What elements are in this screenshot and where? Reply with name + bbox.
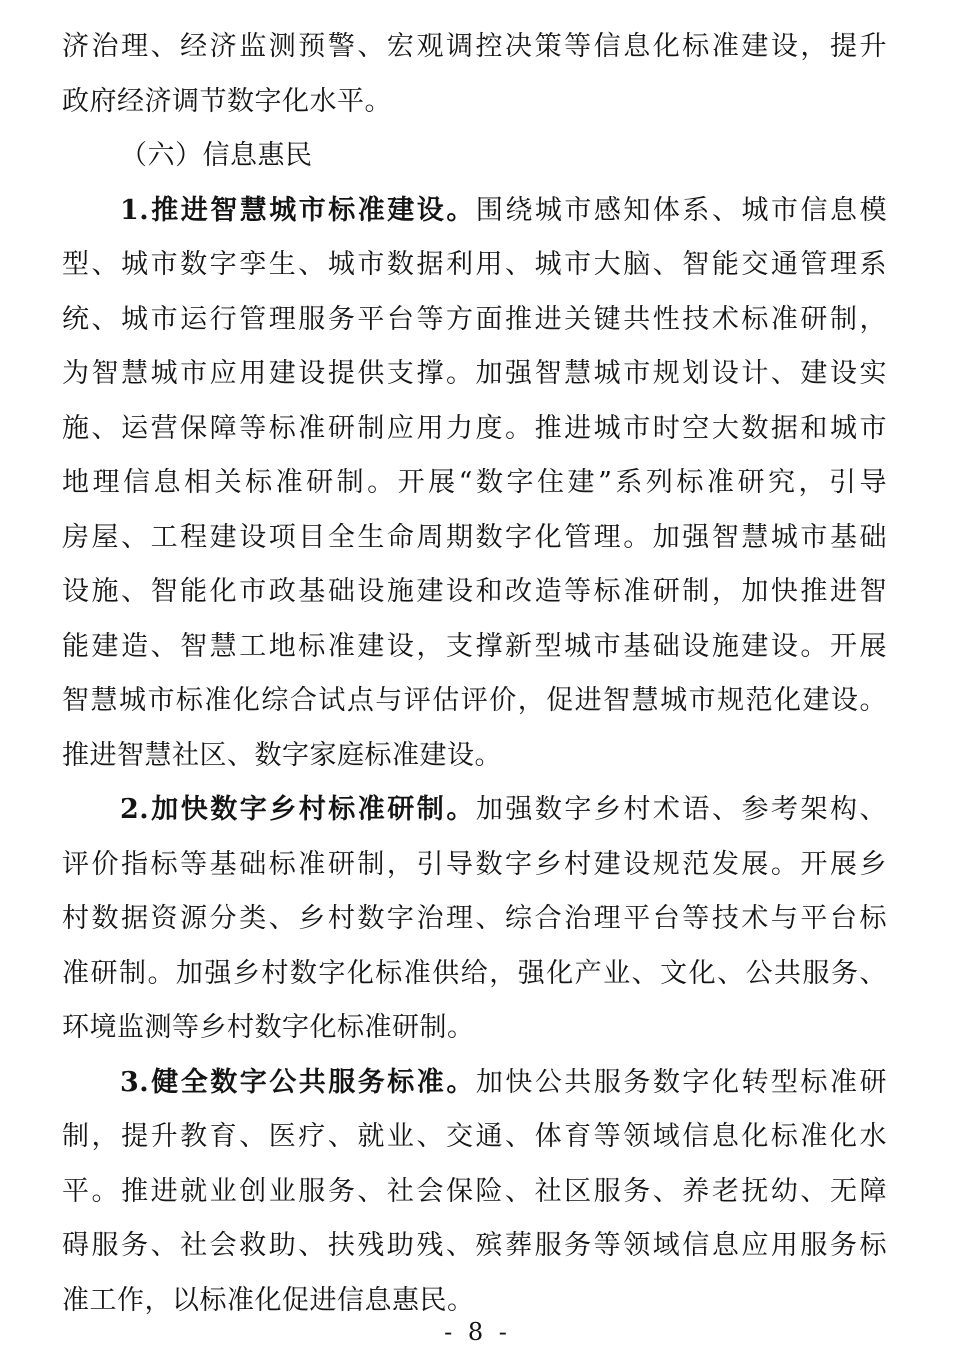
text-line: 政府经济调节数字化水平。 — [62, 85, 392, 117]
text-line: 地理信息相关标准研制。开展“数字住建”系列标准研究，引导 — [62, 467, 887, 498]
text-span: 围绕城市感知体系、城市信息模 — [475, 194, 888, 226]
text-line: 为智慧城市应用建设提供支撑。加强智慧城市规划设计、建设实 — [62, 358, 887, 389]
text-line: 施、运营保障等标准研制应用力度。推进城市时空大数据和城市 — [62, 412, 887, 444]
text-line: 平。推进就业创业服务、社会保险、社区服务、养老抚幼、无障 — [62, 1175, 887, 1207]
text-line: 准工作，以标准化促进信息惠民。 — [62, 1284, 475, 1316]
text-line: 设施、智能化市政基础设施建设和改造等标准研制，加快推进智 — [62, 576, 887, 607]
paragraph-1-lead: 1.推进智慧城市标准建设。 — [120, 194, 476, 226]
document-body — [62, 20, 887, 1328]
text-line: 智慧城市标准化综合试点与评估评价，促进智慧城市规范化建设。 — [62, 685, 887, 716]
text-line: 准研制。加强乡村数字化标准供给，强化产业、文化、公共服务、 — [62, 957, 887, 989]
text-line: 评价指标等基础标准研制，引导数字乡村建设规范发展。开展乡 — [62, 848, 887, 880]
text-line: 济治理、经济监测预警、宏观调控决策等信息化标准建设，提升 — [62, 31, 887, 62]
section-heading: （六）信息惠民 — [120, 140, 313, 171]
text-span: 加强数字乡村术语、参考架构、 — [475, 794, 888, 825]
text-line: 制，提升教育、医疗、就业、交通、体育等领域信息化标准化水 — [62, 1121, 887, 1152]
text-span: 加快公共服务数字化转型标准研 — [475, 1066, 888, 1098]
paragraph-3-lead: 3.健全数字公共服务标准。 — [120, 1066, 476, 1098]
paragraph-2-lead: 2.加快数字乡村标准研制。 — [120, 794, 476, 825]
paragraph-3-first-line — [62, 1056, 887, 1111]
text-line: 统、城市运行管理服务平台等方面推进关键共性技术标准研制， — [62, 303, 887, 335]
text-line: 环境监测等乡村数字化标准研制。 — [62, 1012, 475, 1043]
text-line: 房屋、工程建设项目全生命周期数字化管理。加强智慧城市基础 — [62, 521, 887, 553]
page-number: - 8 - — [444, 1318, 511, 1346]
paragraph-2-first-line — [62, 783, 887, 838]
paragraph-1-first-line — [62, 184, 887, 239]
text-line: 碍服务、社会救助、扶残助残、殡葬服务等领域信息应用服务标 — [62, 1230, 887, 1261]
text-line: 推进智慧社区、数字家庭标准建设。 — [62, 739, 502, 771]
text-line: 能建造、智慧工地标准建设，支撑新型城市基础设施建设。开展 — [62, 630, 887, 662]
text-line: 村数据资源分类、乡村数字治理、综合治理平台等技术与平台标 — [62, 903, 887, 934]
text-line: 型、城市数字孪生、城市数据利用、城市大脑、智能交通管理系 — [62, 249, 887, 280]
